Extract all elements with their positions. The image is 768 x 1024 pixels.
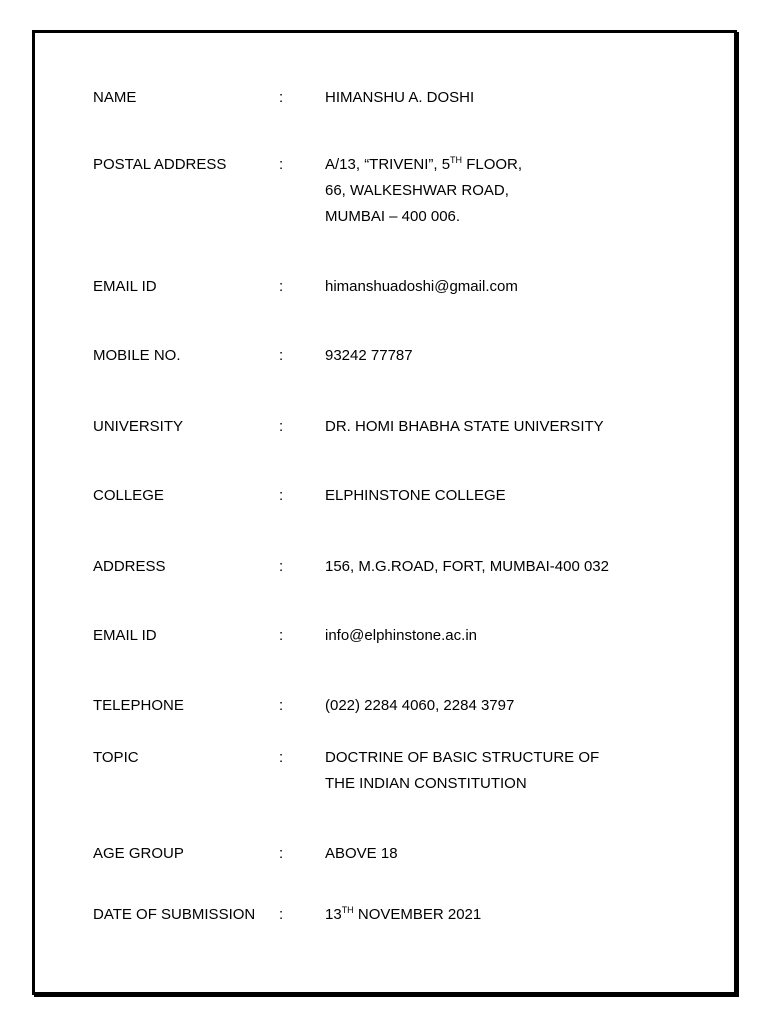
field-value (325, 483, 506, 509)
value-text: 13 (325, 906, 342, 923)
value-line: HIMANSHU A. DOSHI (325, 89, 475, 106)
field-label: TELEPHONE (93, 697, 184, 714)
field-colon: : (279, 749, 284, 766)
value-line: 93242 77787 (325, 347, 413, 364)
field-colon: : (279, 627, 284, 644)
value-line (325, 902, 481, 928)
field-colon: : (279, 347, 284, 364)
field-colon: : (279, 278, 284, 295)
field-label: MOBILE NO. (93, 347, 181, 364)
field-value (325, 152, 522, 230)
value-text: FLOOR, (462, 156, 523, 173)
field-colon: : (279, 487, 284, 504)
field-colon: : (279, 697, 284, 714)
value-line: MUMBAI – 400 006. (325, 208, 461, 225)
value-line: 66, WALKESHWAR ROAD, (325, 182, 509, 199)
field-colon: : (279, 845, 284, 862)
value-line: himanshuadoshi@gmail.com (325, 278, 518, 295)
field-value (325, 554, 609, 580)
field-label: NAME (93, 89, 137, 106)
field-colon: : (279, 906, 284, 923)
value-line: DOCTRINE OF BASIC STRUCTURE OF (325, 749, 600, 766)
field-label: ADDRESS (93, 558, 166, 575)
value-line (325, 152, 522, 178)
field-label: POSTAL ADDRESS (93, 156, 227, 173)
field-colon: : (279, 156, 284, 173)
value-line: 156, M.G.ROAD, FORT, MUMBAI-400 032 (325, 558, 609, 575)
field-label: UNIVERSITY (93, 418, 184, 435)
field-value (325, 902, 481, 928)
value-line: ABOVE 18 (325, 845, 398, 862)
field-value (325, 745, 599, 797)
superscript: TH (450, 155, 463, 165)
field-label: EMAIL ID (93, 278, 157, 295)
field-label: EMAIL ID (93, 627, 157, 644)
document-frame (32, 30, 737, 995)
field-label: DATE OF SUBMISSION (93, 906, 256, 923)
field-value (325, 85, 474, 111)
field-value (325, 343, 413, 369)
field-colon: : (279, 89, 284, 106)
field-value (325, 693, 514, 719)
field-label: TOPIC (93, 749, 139, 766)
field-label: AGE GROUP (93, 845, 184, 862)
field-value (325, 623, 477, 649)
value-line: ELPHINSTONE COLLEGE (325, 487, 506, 504)
field-colon: : (279, 558, 284, 575)
value-line: info@elphinstone.ac.in (325, 627, 477, 644)
value-line: (022) 2284 4060, 2284 3797 (325, 697, 515, 714)
field-value (325, 414, 604, 440)
value-text: A/13, “TRIVENI”, 5 (325, 156, 451, 173)
superscript: TH (341, 905, 354, 915)
field-value (325, 841, 398, 867)
value-line: THE INDIAN CONSTITUTION (325, 775, 527, 792)
field-value (325, 274, 518, 300)
field-colon: : (279, 418, 284, 435)
field-label: COLLEGE (93, 487, 164, 504)
value-text: NOVEMBER 2021 (353, 906, 482, 923)
value-line: DR. HOMI BHABHA STATE UNIVERSITY (325, 418, 604, 435)
